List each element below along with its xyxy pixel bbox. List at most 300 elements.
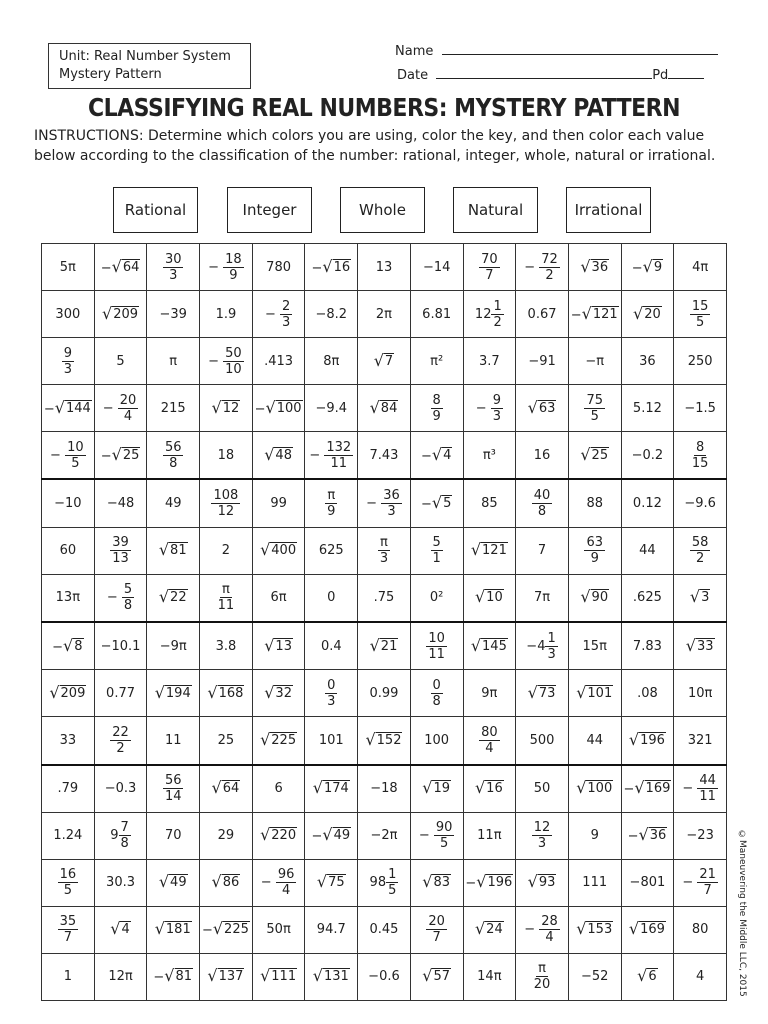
- name-blank[interactable]: [442, 41, 718, 55]
- fraction: $\frac{7}{8}$: [120, 820, 129, 852]
- grid-cell[interactable]: [94, 291, 147, 338]
- grid-cell[interactable]: [568, 906, 621, 953]
- grid-cell[interactable]: 321: [674, 717, 727, 765]
- grid-cell[interactable]: 7: [516, 527, 569, 574]
- fraction: $\frac{0}{3}$: [327, 677, 336, 709]
- grid-row: [42, 338, 727, 385]
- grid-cell[interactable]: 9π: [463, 670, 516, 717]
- grid-cell[interactable]: π³: [463, 432, 516, 480]
- square-root: √ 111: [260, 966, 297, 986]
- grid-cell[interactable]: 4: [674, 953, 727, 1000]
- grid-cell[interactable]: 215: [147, 385, 200, 432]
- square-root: √ 196: [476, 872, 513, 892]
- fraction: $\frac{1}{2}$: [493, 298, 502, 330]
- grid-row: [42, 432, 727, 480]
- grid-row: [42, 527, 727, 574]
- fraction: $\frac{20}{7}$: [428, 914, 445, 946]
- grid-cell[interactable]: −4 $\frac{1}{3}$: [516, 622, 569, 670]
- grid-cell[interactable]: [568, 244, 621, 291]
- unit-title: Unit: Real Number System: [59, 49, 231, 64]
- grid-cell[interactable]: −8.2: [305, 291, 358, 338]
- grid-cell[interactable]: [621, 953, 674, 1000]
- grid-cell[interactable]: [410, 906, 463, 953]
- grid-cell[interactable]: [358, 622, 411, 670]
- grid-cell[interactable]: 7π: [516, 574, 569, 622]
- grid-cell[interactable]: 0.67: [516, 291, 569, 338]
- grid-cell[interactable]: − √ 9: [621, 244, 674, 291]
- grid-cell[interactable]: − $\frac{44}{11}$: [674, 765, 727, 813]
- grid-cell[interactable]: 0.4: [305, 622, 358, 670]
- grid-cell[interactable]: − $\frac{50}{10}$: [200, 338, 253, 385]
- grid-cell[interactable]: −10: [42, 479, 95, 527]
- grid-cell[interactable]: 50: [516, 765, 569, 813]
- grid-cell[interactable]: 15π: [568, 622, 621, 670]
- key-natural[interactable]: [453, 187, 538, 233]
- square-root: √ 36: [580, 256, 609, 276]
- grid-cell[interactable]: 625: [305, 527, 358, 574]
- key-whole[interactable]: [340, 187, 425, 233]
- grid-cell[interactable]: 1.24: [42, 812, 95, 859]
- grid-cell[interactable]: [410, 527, 463, 574]
- grid-cell[interactable]: 94.7: [305, 906, 358, 953]
- square-root: √ 225: [260, 729, 297, 749]
- page-title: CLASSIFYING REAL NUMBERS: MYSTERY PATTERN: [87, 94, 681, 123]
- grid-cell[interactable]: 500: [516, 717, 569, 765]
- grid-cell[interactable]: 300: [42, 291, 95, 338]
- square-root: √ 83: [422, 872, 451, 892]
- grid-cell[interactable]: − √ 144: [42, 385, 95, 432]
- square-root: √ 169: [628, 919, 665, 939]
- square-root: √ 101: [576, 682, 613, 702]
- square-root: √ 33: [685, 635, 714, 655]
- grid-cell[interactable]: −0.2: [621, 432, 674, 480]
- fraction: $\frac{18}{9}$: [225, 251, 242, 283]
- grid-cell[interactable]: −9.4: [305, 385, 358, 432]
- grid-cell[interactable]: 2π: [358, 291, 411, 338]
- square-root: √ 49: [158, 872, 187, 892]
- grid-cell[interactable]: 3.7: [463, 338, 516, 385]
- grid-cell[interactable]: [200, 859, 253, 906]
- grid-cell[interactable]: 9: [568, 812, 621, 859]
- key-integer[interactable]: [227, 187, 312, 233]
- grid-cell[interactable]: π: [147, 338, 200, 385]
- grid-cell[interactable]: 5π: [42, 244, 95, 291]
- grid-cell[interactable]: [516, 859, 569, 906]
- grid-cell[interactable]: [42, 859, 95, 906]
- grid-cell[interactable]: − √ 36: [621, 812, 674, 859]
- square-root: √ 137: [207, 966, 244, 986]
- grid-cell[interactable]: [147, 244, 200, 291]
- grid-cell[interactable]: − √ 16: [305, 244, 358, 291]
- grid-cell[interactable]: 0.99: [358, 670, 411, 717]
- grid-cell[interactable]: [463, 622, 516, 670]
- grid-cell[interactable]: 12π: [94, 953, 147, 1000]
- square-root: √ 225: [212, 919, 249, 939]
- grid-cell[interactable]: [674, 432, 727, 480]
- fraction: $\frac{96}{4}$: [277, 867, 295, 899]
- square-root: √ 9: [642, 256, 663, 276]
- grid-cell[interactable]: [463, 765, 516, 813]
- fraction: $\frac{39}{13}$: [112, 535, 129, 567]
- grid-cell[interactable]: 88: [568, 479, 621, 527]
- grid-cell[interactable]: [516, 385, 569, 432]
- grid-cell[interactable]: 101: [305, 717, 358, 765]
- fraction: $\frac{9}{3}$: [492, 392, 501, 424]
- grid-cell[interactable]: 85: [463, 479, 516, 527]
- grid-cell[interactable]: [463, 906, 516, 953]
- grid-cell[interactable]: 13: [358, 244, 411, 291]
- grid-cell[interactable]: − $\frac{132}{11}$: [305, 432, 358, 480]
- grid-cell[interactable]: 5.12: [621, 385, 674, 432]
- grid-cell[interactable]: −23: [674, 812, 727, 859]
- grid-cell[interactable]: − $\frac{10}{5}$: [42, 432, 95, 480]
- fraction: $\frac{10}{5}$: [67, 439, 84, 471]
- grid-cell[interactable]: [516, 670, 569, 717]
- grid-cell[interactable]: [621, 717, 674, 765]
- grid-cell[interactable]: 13π: [42, 574, 95, 622]
- grid-cell[interactable]: 6.81: [410, 291, 463, 338]
- fraction: $\frac{50}{10}$: [225, 345, 242, 377]
- grid-cell[interactable]: [42, 338, 95, 385]
- grid-cell[interactable]: − $\frac{72}{2}$: [516, 244, 569, 291]
- square-root: √ 121: [470, 540, 507, 560]
- grid-cell[interactable]: 7.43: [358, 432, 411, 480]
- grid-cell[interactable]: − $\frac{21}{7}$: [674, 859, 727, 906]
- grid-cell[interactable]: 4π: [674, 244, 727, 291]
- fraction: $\frac{63}{9}$: [586, 535, 603, 567]
- fraction: $\frac{1}{5}$: [388, 867, 397, 899]
- grid-cell[interactable]: [42, 670, 95, 717]
- grid-cell[interactable]: 780: [252, 244, 305, 291]
- grid-cell[interactable]: .79: [42, 765, 95, 813]
- grid-cell[interactable]: 6π: [252, 574, 305, 622]
- grid-cell[interactable]: 36: [621, 338, 674, 385]
- grid-cell[interactable]: 1: [42, 953, 95, 1000]
- fraction: $\frac{\pi}{11}$: [217, 582, 235, 614]
- grid-cell[interactable]: [516, 812, 569, 859]
- grid-cell[interactable]: [410, 670, 463, 717]
- grid-cell[interactable]: 18: [200, 432, 253, 480]
- square-root: √ 19: [422, 778, 451, 798]
- square-root: √ 10: [474, 587, 503, 607]
- square-root: √ 73: [527, 682, 556, 702]
- grid-cell[interactable]: [568, 432, 621, 480]
- grid-cell[interactable]: − √ 5: [410, 479, 463, 527]
- grid-cell[interactable]: [410, 765, 463, 813]
- grid-cell[interactable]: − √ 4: [410, 432, 463, 480]
- grid-cell[interactable]: 29: [200, 812, 253, 859]
- fraction: $\frac{9}{3}$: [63, 345, 72, 377]
- grid-cell[interactable]: [463, 244, 516, 291]
- square-root: √ 194: [154, 682, 191, 702]
- square-root: √ 400: [260, 540, 297, 560]
- grid-cell[interactable]: 250: [674, 338, 727, 385]
- grid-cell[interactable]: [147, 432, 200, 480]
- grid-cell[interactable]: [147, 859, 200, 906]
- grid-row: [42, 906, 727, 953]
- grid-cell[interactable]: [410, 859, 463, 906]
- fraction: $\frac{36}{3}$: [383, 488, 400, 520]
- grid-cell[interactable]: −91: [516, 338, 569, 385]
- date-blank[interactable]: [436, 65, 652, 79]
- grid-cell[interactable]: − √ 100: [252, 385, 305, 432]
- fraction: $\frac{22}{2}$: [112, 724, 129, 756]
- grid-cell[interactable]: [252, 717, 305, 765]
- grid-cell[interactable]: − √ 25: [94, 432, 147, 480]
- grid-row: [42, 622, 727, 670]
- grid-cell[interactable]: −0.6: [358, 953, 411, 1000]
- grid-cell[interactable]: [147, 906, 200, 953]
- grid-cell[interactable]: [410, 385, 463, 432]
- grid-cell[interactable]: 49: [147, 479, 200, 527]
- grid-cell[interactable]: [305, 765, 358, 813]
- grid-row: [42, 291, 727, 338]
- grid-cell[interactable]: 14π: [463, 953, 516, 1000]
- grid-row: [42, 479, 727, 527]
- grid-cell[interactable]: [305, 859, 358, 906]
- grid-cell[interactable]: [516, 953, 569, 1000]
- grid-cell[interactable]: [147, 527, 200, 574]
- grid-cell[interactable]: [358, 717, 411, 765]
- square-root: √ 57: [422, 966, 451, 986]
- grid-cell[interactable]: [358, 338, 411, 385]
- grid-cell[interactable]: −π: [568, 338, 621, 385]
- fraction: $\frac{5}{1}$: [432, 535, 441, 567]
- grid-cell[interactable]: 11π: [463, 812, 516, 859]
- grid-cell[interactable]: 25: [200, 717, 253, 765]
- grid-cell[interactable]: .625: [621, 574, 674, 622]
- grid-cell[interactable]: [463, 574, 516, 622]
- fraction: $\frac{5}{8}$: [123, 582, 133, 614]
- grid-cell[interactable]: .75: [358, 574, 411, 622]
- unit-box: [48, 43, 251, 89]
- grid-cell[interactable]: [410, 622, 463, 670]
- grid-cell[interactable]: 2: [200, 527, 253, 574]
- grid-cell[interactable]: − √ 64: [94, 244, 147, 291]
- grid-cell[interactable]: 0²: [410, 574, 463, 622]
- grid-cell[interactable]: [94, 527, 147, 574]
- fraction: $\frac{58}{2}$: [691, 535, 709, 567]
- key-label: Rational: [124, 201, 187, 219]
- square-root: √ 4: [110, 919, 130, 939]
- grid-cell[interactable]: [621, 291, 674, 338]
- grid-cell[interactable]: − $\frac{18}{9}$: [200, 244, 253, 291]
- grid-cell[interactable]: 80: [674, 906, 727, 953]
- square-root: √ 81: [158, 540, 187, 560]
- square-root: √ 5: [431, 493, 452, 513]
- grid-cell[interactable]: 98 $\frac{1}{5}$: [358, 859, 411, 906]
- grid-cell[interactable]: − √ 8: [42, 622, 95, 670]
- grid-cell[interactable]: [674, 291, 727, 338]
- fraction: $\frac{108}{12}$: [213, 488, 239, 520]
- grid-cell[interactable]: − √ 49: [305, 812, 358, 859]
- grid-cell[interactable]: − $\frac{20}{4}$: [94, 385, 147, 432]
- grid-cell[interactable]: [358, 527, 411, 574]
- grid-cell[interactable]: −14: [410, 244, 463, 291]
- grid-cell[interactable]: [252, 432, 305, 480]
- grid-cell[interactable]: −48: [94, 479, 147, 527]
- grid-cell[interactable]: 11: [147, 717, 200, 765]
- square-root: √ 181: [154, 919, 191, 939]
- grid-cell[interactable]: 7.83: [621, 622, 674, 670]
- grid-cell[interactable]: − $\frac{5}{8}$: [94, 574, 147, 622]
- grid-cell[interactable]: .08: [621, 670, 674, 717]
- grid-cell[interactable]: −39: [147, 291, 200, 338]
- grid-cell[interactable]: [305, 953, 358, 1000]
- fraction: $\frac{10}{11}$: [428, 630, 445, 662]
- square-root: √ 196: [628, 729, 665, 749]
- grid-cell[interactable]: [200, 479, 253, 527]
- fraction: $\frac{12}{3}$: [533, 820, 551, 852]
- grid-cell[interactable]: 70: [147, 812, 200, 859]
- grid-cell[interactable]: −18: [358, 765, 411, 813]
- grid-cell[interactable]: − $\frac{9}{3}$: [463, 385, 516, 432]
- grid-cell[interactable]: − $\frac{96}{4}$: [252, 859, 305, 906]
- square-root: √ 64: [211, 778, 240, 798]
- grid-cell[interactable]: − $\frac{28}{4}$: [516, 906, 569, 953]
- grid-cell[interactable]: −1.5: [674, 385, 727, 432]
- grid-cell[interactable]: [94, 717, 147, 765]
- grid-cell[interactable]: [147, 670, 200, 717]
- fraction: $\frac{21}{7}$: [699, 867, 716, 899]
- grid-cell[interactable]: 8π: [305, 338, 358, 385]
- grid-cell[interactable]: [305, 670, 358, 717]
- grid-cell[interactable]: [305, 479, 358, 527]
- grid-cell[interactable]: −10.1: [94, 622, 147, 670]
- square-root: √ 144: [54, 397, 91, 417]
- grid-cell[interactable]: 0.45: [358, 906, 411, 953]
- grid-cell[interactable]: [516, 479, 569, 527]
- grid-cell[interactable]: −9.6: [674, 479, 727, 527]
- grid-cell[interactable]: [463, 527, 516, 574]
- grid-cell[interactable]: [200, 765, 253, 813]
- grid-cell[interactable]: − √ 81: [147, 953, 200, 1000]
- grid-cell[interactable]: 44: [568, 717, 621, 765]
- grid-cell[interactable]: [94, 906, 147, 953]
- key-irrational[interactable]: [566, 187, 651, 233]
- grid-cell[interactable]: [147, 574, 200, 622]
- square-root: √ 24: [474, 919, 503, 939]
- grid-cell[interactable]: 44: [621, 527, 674, 574]
- grid-cell[interactable]: − $\frac{90}{5}$: [410, 812, 463, 859]
- copyright: ©Maneuvering the Middle LLC, 2015: [737, 830, 747, 997]
- grid-row: [42, 953, 727, 1000]
- grid-cell[interactable]: 9 $\frac{7}{8}$: [94, 812, 147, 859]
- grid-cell[interactable]: − √ 196: [463, 859, 516, 906]
- grid-cell[interactable]: 5: [94, 338, 147, 385]
- grid-cell[interactable]: 10π: [674, 670, 727, 717]
- grid-cell[interactable]: [200, 953, 253, 1000]
- grid-cell[interactable]: 111: [568, 859, 621, 906]
- key-label: Integer: [242, 201, 297, 219]
- key-rational[interactable]: [113, 187, 198, 233]
- grid-cell[interactable]: − √ 169: [621, 765, 674, 813]
- grid-cell[interactable]: [358, 385, 411, 432]
- grid-cell[interactable]: [252, 812, 305, 859]
- grid-cell[interactable]: 0.12: [621, 479, 674, 527]
- fraction: $\frac{80}{4}$: [481, 724, 498, 756]
- grid-cell[interactable]: π²: [410, 338, 463, 385]
- square-root: √ 22: [158, 587, 187, 607]
- grid-cell[interactable]: 30.3: [94, 859, 147, 906]
- grid-cell[interactable]: 0.77: [94, 670, 147, 717]
- grid-cell[interactable]: [621, 906, 674, 953]
- grid-cell[interactable]: [674, 574, 727, 622]
- grid-row: [42, 765, 727, 813]
- grid-cell[interactable]: 50π: [252, 906, 305, 953]
- fraction: $\frac{16}{5}$: [59, 867, 77, 899]
- grid-cell[interactable]: [463, 717, 516, 765]
- grid-cell[interactable]: − $\frac{36}{3}$: [358, 479, 411, 527]
- fraction: $\frac{72}{2}$: [541, 251, 558, 283]
- grid-cell[interactable]: [568, 385, 621, 432]
- grid-cell[interactable]: [200, 385, 253, 432]
- date-field[interactable]: [397, 65, 704, 85]
- fraction: $\frac{56}{8}$: [164, 439, 182, 471]
- square-root: √ 153: [576, 919, 613, 939]
- fraction: $\frac{\pi}{9}$: [327, 488, 336, 520]
- grid-cell[interactable]: [42, 906, 95, 953]
- grid-cell[interactable]: − √ 121: [568, 291, 621, 338]
- grid-cell[interactable]: −9π: [147, 622, 200, 670]
- grid-cell[interactable]: [252, 670, 305, 717]
- grid-cell[interactable]: .413: [252, 338, 305, 385]
- fraction: $\frac{0}{8}$: [432, 677, 441, 709]
- square-root: √ 93: [527, 872, 556, 892]
- grid-cell[interactable]: [200, 574, 253, 622]
- grid-cell[interactable]: [252, 527, 305, 574]
- grid-cell[interactable]: [200, 670, 253, 717]
- grid-cell[interactable]: 99: [252, 479, 305, 527]
- grid-cell[interactable]: −2π: [358, 812, 411, 859]
- square-root: √ 13: [264, 635, 292, 655]
- grid-cell[interactable]: [568, 527, 621, 574]
- fraction: $\frac{15}{5}$: [691, 298, 709, 330]
- name-field[interactable]: [395, 41, 718, 61]
- fraction: $\frac{70}{7}$: [481, 251, 498, 283]
- grid-cell[interactable]: 33: [42, 717, 95, 765]
- grid-cell[interactable]: [410, 953, 463, 1000]
- square-root: √ 16: [322, 256, 351, 276]
- grid-cell[interactable]: − √ 225: [200, 906, 253, 953]
- grid-cell[interactable]: 60: [42, 527, 95, 574]
- grid-cell[interactable]: [147, 765, 200, 813]
- grid-cell[interactable]: [674, 527, 727, 574]
- grid-cell[interactable]: 6: [252, 765, 305, 813]
- fraction: $\frac{\pi}{20}$: [533, 961, 551, 993]
- grid-cell[interactable]: [252, 622, 305, 670]
- grid-cell[interactable]: [568, 670, 621, 717]
- grid-cell[interactable]: 3.8: [200, 622, 253, 670]
- grid-row: [42, 859, 727, 906]
- grid-cell[interactable]: −52: [568, 953, 621, 1000]
- fraction: $\frac{30}{3}$: [164, 251, 182, 283]
- grid-cell[interactable]: − $\frac{2}{3}$: [252, 291, 305, 338]
- grid-cell[interactable]: 16: [516, 432, 569, 480]
- grid-cell[interactable]: 1.9: [200, 291, 253, 338]
- grid-cell[interactable]: −801: [621, 859, 674, 906]
- grid-cell[interactable]: 12 $\frac{1}{2}$: [463, 291, 516, 338]
- grid-cell[interactable]: [568, 574, 621, 622]
- grid-cell[interactable]: 100: [410, 717, 463, 765]
- pd-blank[interactable]: [668, 65, 704, 79]
- fraction: $\frac{44}{11}$: [699, 773, 716, 805]
- grid-cell[interactable]: −0.3: [94, 765, 147, 813]
- grid-cell[interactable]: [674, 622, 727, 670]
- grid-cell[interactable]: [252, 953, 305, 1000]
- grid-cell[interactable]: 0: [305, 574, 358, 622]
- grid-cell[interactable]: [568, 765, 621, 813]
